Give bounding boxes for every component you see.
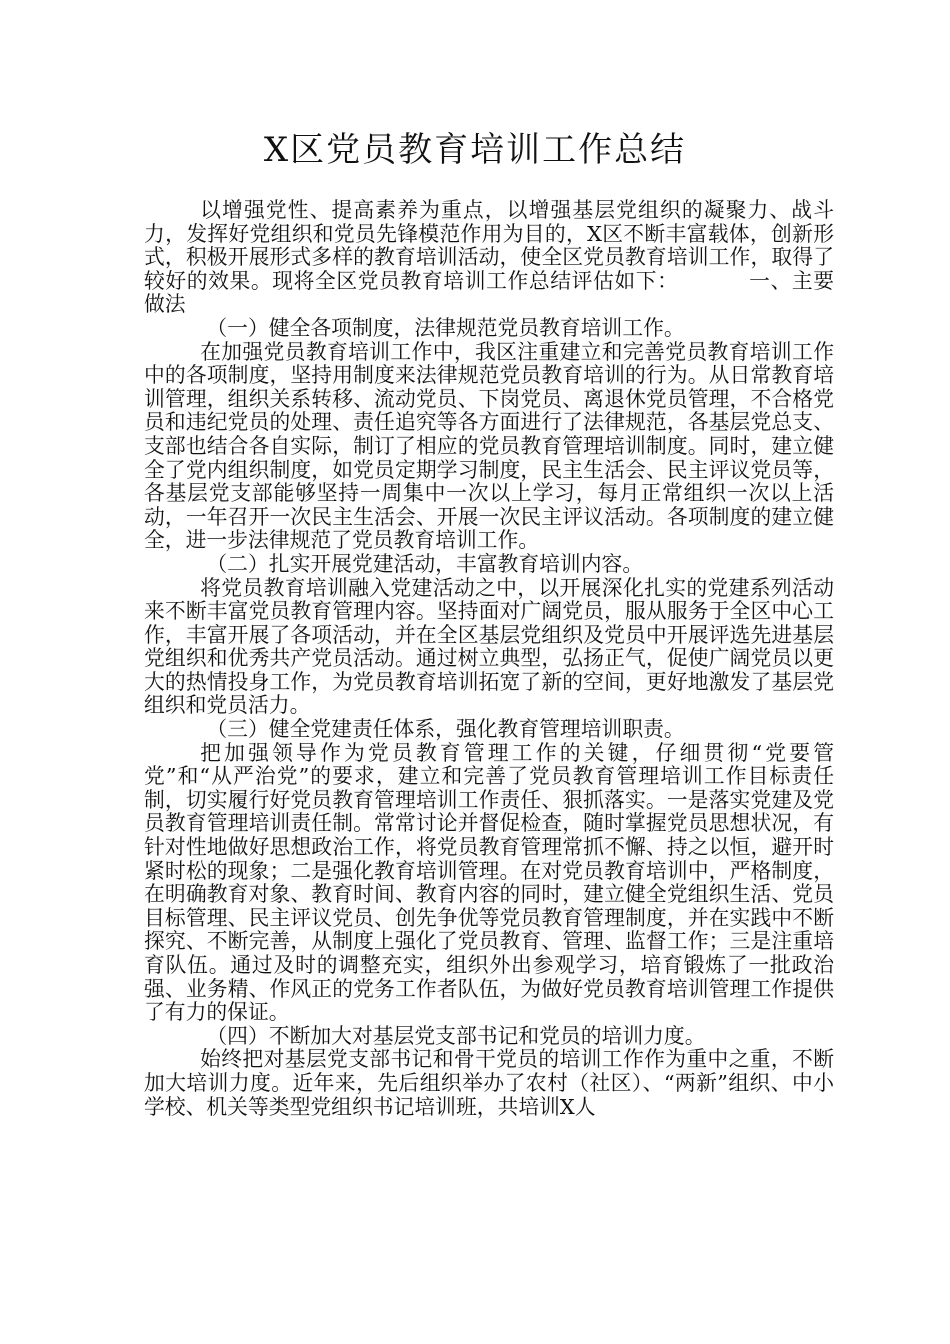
document-title: X区党员教育培训工作总结 — [263, 130, 687, 170]
intro-text: 以增强党性、提高素养为重点，以增强基层党组织的凝聚力、战斗力，发挥好党组织和党员先锋模范作用为目的，X区不断丰富载体，创新形式，积极开展形式多样的教育培训活动，使全区党员教育培训工作，取得了较好的效果。现将全区党员教育培训工作总结评估如下： — [144, 198, 834, 293]
document-body — [144, 199, 834, 1119]
subsection-heading-1: （一）健全各项制度，法律规范党员教育培训工作。 — [206, 315, 685, 340]
subsection-body-4: 始终把对基层党支部书记和骨干党员的培训工作作为重中之重，不断加大培训力度。近年来，先后组织举办了农村（社区）、“两新”组织、中小学校、机关等类型党组织书记培训班，共培训X人 — [144, 1047, 834, 1119]
subsection-body-3: 把加强领导作为党员教育管理工作的关键，仔细贯彻“党要管党”和“从严治党”的要求，建立和完善了党员教育管理培训工作目标责任制，切实履行好党员教育管理培训工作责任、狠抓落实。一是落实党建及党员教育管理培训责任制。常常讨论并督促检查，随时掌握党员思想状况，有针对性地做好思想政治工作，将党员教育管理常抓不懈、持之以恒，避开时紧时松的现象；二是强化教育培训管理。在对党员教育培训中，严格制度，在明确教育对象、教育时间、教育内容的同时，建立健全党组织生活、党员目标管理、民主评议党员、创先争优等党员教育管理制度，并在实践中不断探究、不断完善，从制度上强化了党员教育、管理、监督工作；三是注重培育队伍。通过及时的调整充实，组织外出参观学习，培育锻炼了一批政治强、业务精、作风正的党务工作者队伍，为做好党员教育培训管理工作提供了有力的保证。 — [144, 740, 834, 1025]
intro-paragraph — [144, 199, 834, 317]
section-heading-main: 一、主要做法 — [144, 268, 835, 317]
subsection-body-2: 将党员教育培训融入党建活动之中，以开展深化扎实的党建系列活动来不断丰富党员教育管理内容。坚持面对广阔党员，服从服务于全区中心工作，丰富开展了各项活动，并在全区基层党组织及党员中开展评选先进基层党组织和优秀共产党员活动。通过树立典型，弘扬正气，促使广阔党员以更大的热情投身工作，为党员教育培训拓宽了新的空间，更好地激发了基层党组织和党员活力。 — [144, 575, 834, 718]
subsection-body-1: 在加强党员教育培训工作中，我区注重建立和完善党员教育培训工作中的各项制度，坚持用制度来法律规范党员教育培训的行为。从日常教育培训管理，组织关系转移、流动党员、下岗党员、离退休党员管理，不合格党员和违纪党员的处理、责任追究等各方面进行了法律规范，各基层党总支、支部也结合各自实际，制订了相应的党员教育管理培训制度。同时，建立健全了党内组织制度，如党员定期学习制度，民主生活会、民主评议党员等，各基层党支部能够坚持一周集中一次以上学习，每月正常组织一次以上活动，一年召开一次民主生活会、开展一次民主评议活动。各项制度的建立健全，进一步法律规范了党员教育培训工作。 — [144, 339, 834, 553]
subsection-heading-4: （四）不断加大对基层党支部书记和党员的培训力度。 — [206, 1023, 706, 1048]
subsection-heading-2: （二）扎实开展党建活动，丰富教育培训内容。 — [206, 551, 644, 576]
subsection-heading-3: （三）健全党建责任体系，强化教育管理培训职责。 — [206, 717, 685, 742]
